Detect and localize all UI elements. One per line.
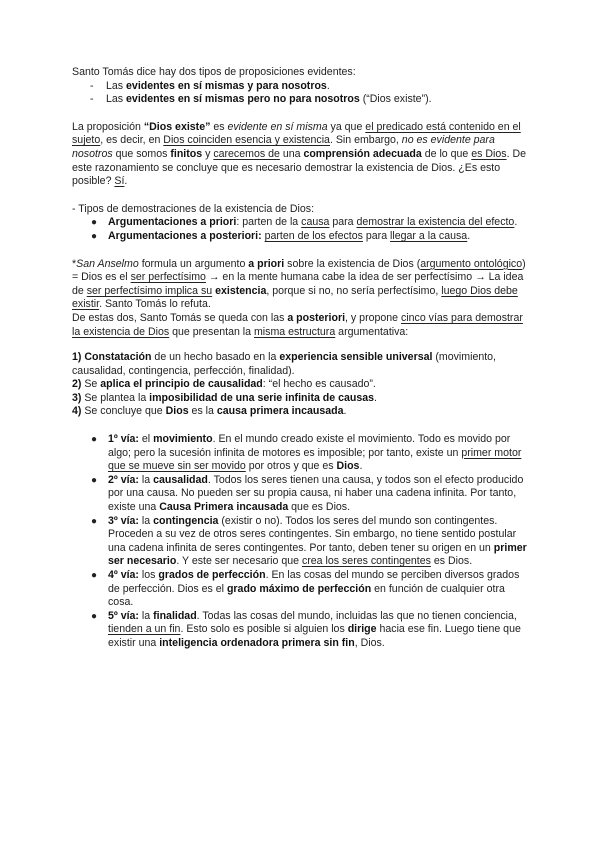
list-item bbox=[72, 80, 530, 94]
paragraph-anselmo: *San Anselmo formula un argumento a priori sobre la existencia de Dios (argumento ontológico) = Dios es el ser perfectísimo → en la mente humana cabe la idea de ser perfectísimo → La idea de ser perfectísimo implica su existencia, porque si no, no sería perfectísimo, luego Dios debe existir. Santo Tomás lo refuta. bbox=[72, 257, 526, 311]
bullet-marker: ● bbox=[91, 610, 98, 622]
dash-marker: - bbox=[90, 93, 94, 106]
list-item: ● Argumentaciones a priori: parten de la causa para demostrar la existencia del efecto. bbox=[91, 216, 518, 229]
item-bold: evidentes en sí mismas y para nosotros bbox=[126, 79, 327, 92]
bullet-marker: ● bbox=[91, 570, 98, 581]
dash-marker: - bbox=[90, 79, 94, 92]
step-2: 2) Se aplica el principio de causalidad: “el hecho es causado”. bbox=[72, 378, 376, 391]
item-bold: evidentes en sí mismas pero no para nosotros bbox=[126, 93, 360, 106]
item-text: (“Dios existe”). bbox=[359, 93, 432, 106]
step-3: 3) Se plantea la imposibilidad de una serie infinita de causas. bbox=[72, 391, 377, 404]
via-3: ● 3º vía: la contingencia (existir o no). Todos los seres del mundo son contingentes. Proceden a su vez de otros seres contingentes. Sin embargo, no tiene sentido postular una cadena infinita de seres contingentes. Por tanto, deben tener su origen en un primer ser necesario. Y este ser necesario que crea los seres contingentes es Dios. bbox=[91, 514, 527, 568]
list-item: ● Argumentaciones a posteriori: parten de los efectos para llegar a la causa. bbox=[91, 229, 471, 242]
vias-list bbox=[88, 433, 530, 651]
paragraph-cinco-vias: De estas dos, Santo Tomás se queda con las a posteriori, y propone cinco vías para demostrar la existencia de Dios que presentan la misma estructura argumentativa: bbox=[72, 311, 523, 338]
demos-list bbox=[72, 216, 530, 243]
via-2: ● 2º vía: la causalidad. Todos los seres tienen una causa, y todos son el efecto producido por una causa. No pueden ser su propia causa, ni haber una cadena infinita. Por tanto, existe una Causa Primera incausada que es Dios. bbox=[91, 473, 524, 514]
list-item bbox=[72, 93, 530, 107]
bullet-marker: ● bbox=[91, 515, 98, 527]
intro-list bbox=[72, 80, 530, 107]
bullet-marker: ● bbox=[91, 230, 98, 242]
demos-title: - Tipos de demostraciones de la existencia de Dios: bbox=[72, 202, 315, 215]
bullet-marker: ● bbox=[91, 474, 98, 486]
via-5: ● 5º vía: la finalidad. Todas las cosas del mundo, incluidas las que no tienen conciencia, tienden a un fin. Esto solo es posible si alguien los dirige hacia ese fin. Luego tiene que existir una inteligencia ordenadora primera sin fin, Dios. bbox=[91, 609, 521, 649]
step-4: 4) Se concluye que Dios es la causa primera incausada. bbox=[72, 405, 347, 418]
document-page bbox=[72, 66, 530, 651]
bullet-marker: ● bbox=[91, 217, 98, 229]
item-text: Las bbox=[106, 79, 127, 92]
item-text: Las bbox=[106, 93, 127, 106]
via-4: ● 4º vía: los grados de perfección. En las cosas del mundo se perciben diversos grados de perfección. Dios es el grado máximo de perfección en función de cualquier otra cosa. bbox=[91, 569, 520, 609]
paragraph-evidence: La proposición “Dios existe” es evidente en sí misma ya que el predicado está contenido en el sujeto, es decir, en Dios coinciden esencia y existencia. Sin embargo, no es evidente para nosotros que somos finitos y carecemos de una comprensión adecuada de lo que es Dios. De este razonamiento se concluye que es necesario demostrar la existencia de Dios. ¿Es esto posible? Sí. bbox=[72, 120, 527, 188]
item-text: . bbox=[326, 79, 330, 92]
bullet-marker: ● bbox=[91, 434, 98, 446]
via-1: ● 1º vía: el movimiento. En el mundo creado existe el movimiento. Todo es movido por algo; pero la sucesión infinita de motores es imposible; por tanto, existe un primer motor que se mueve sin ser movido por otros y que es Dios. bbox=[91, 433, 522, 473]
intro-line: Santo Tomás dice hay dos tipos de proposiciones evidentes: bbox=[72, 66, 356, 78]
step-1: 1) Constatación de un hecho basado en la experiencia sensible universal (movimiento, causalidad, contingencia, perfección, finalidad). bbox=[72, 351, 496, 377]
